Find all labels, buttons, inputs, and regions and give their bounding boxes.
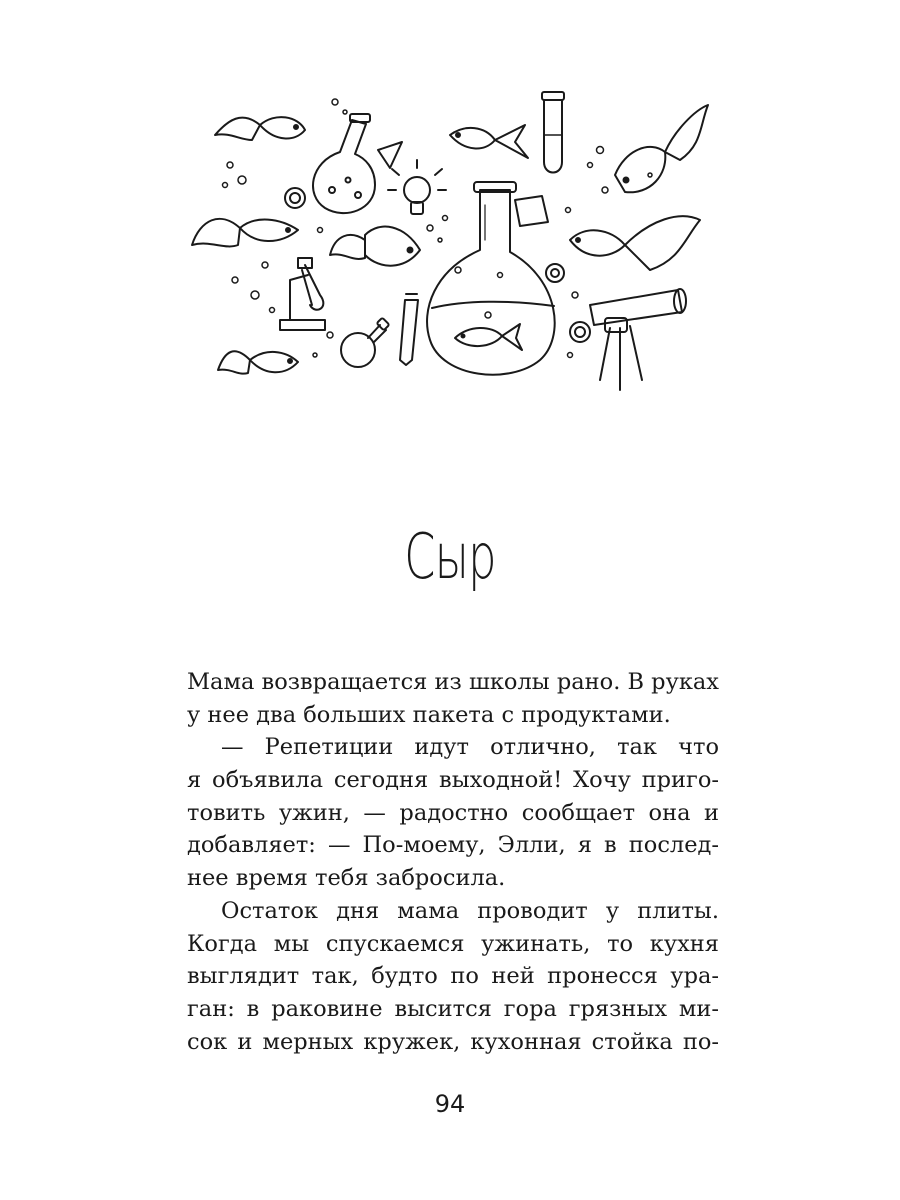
telescope-icon (590, 289, 686, 390)
chapter-illustration (180, 80, 720, 410)
text-line: — Репетиции идут отлично, так что (221, 734, 719, 761)
microscope-icon (280, 258, 325, 330)
lightbulb-icon (388, 160, 446, 214)
goldfish-icon (615, 105, 708, 192)
text-line: Мама возвращается из школы рано. В руках (187, 669, 719, 695)
flask-icon (341, 318, 389, 367)
flask-icon (427, 182, 555, 375)
page-number: 94 (434, 1090, 466, 1118)
text-line: сок и мерных кружек, кухонная стойка по- (187, 1028, 719, 1055)
text-line: нее время тебя забросила. (187, 865, 506, 892)
chapter-title: Сыр (404, 520, 496, 593)
text-line: у нее два больших пакета с продуктами. (187, 701, 671, 728)
text-line: товить ужин, — радостно сообщает она и (187, 799, 719, 826)
text-line: я объявила сегодня выходной! Хочу приго- (187, 767, 719, 794)
text-line: Когда мы спускаемся ужинать, то кухня (187, 930, 719, 957)
goldfish-icon (218, 351, 298, 373)
goldfish-icon (455, 324, 522, 350)
pencil-icon (400, 294, 418, 365)
goldfish-icon (450, 125, 528, 158)
flask-icon (313, 114, 375, 213)
test-tube-icon (542, 92, 564, 173)
goldfish-icon (192, 219, 298, 247)
text-line: добавляет: — По-моему, Элли, я в послед- (187, 832, 719, 859)
text-line: ган: в раковине высится гора грязных ми- (187, 995, 719, 1022)
body-text (187, 666, 719, 1058)
goldfish-icon (570, 216, 700, 270)
text-line: Остаток дня мама проводит у плиты. (221, 897, 719, 924)
goldfish-icon (330, 227, 420, 266)
text-line: выглядит так, будто по ней пронесся ура- (187, 963, 719, 990)
goldfish-icon (215, 117, 305, 140)
